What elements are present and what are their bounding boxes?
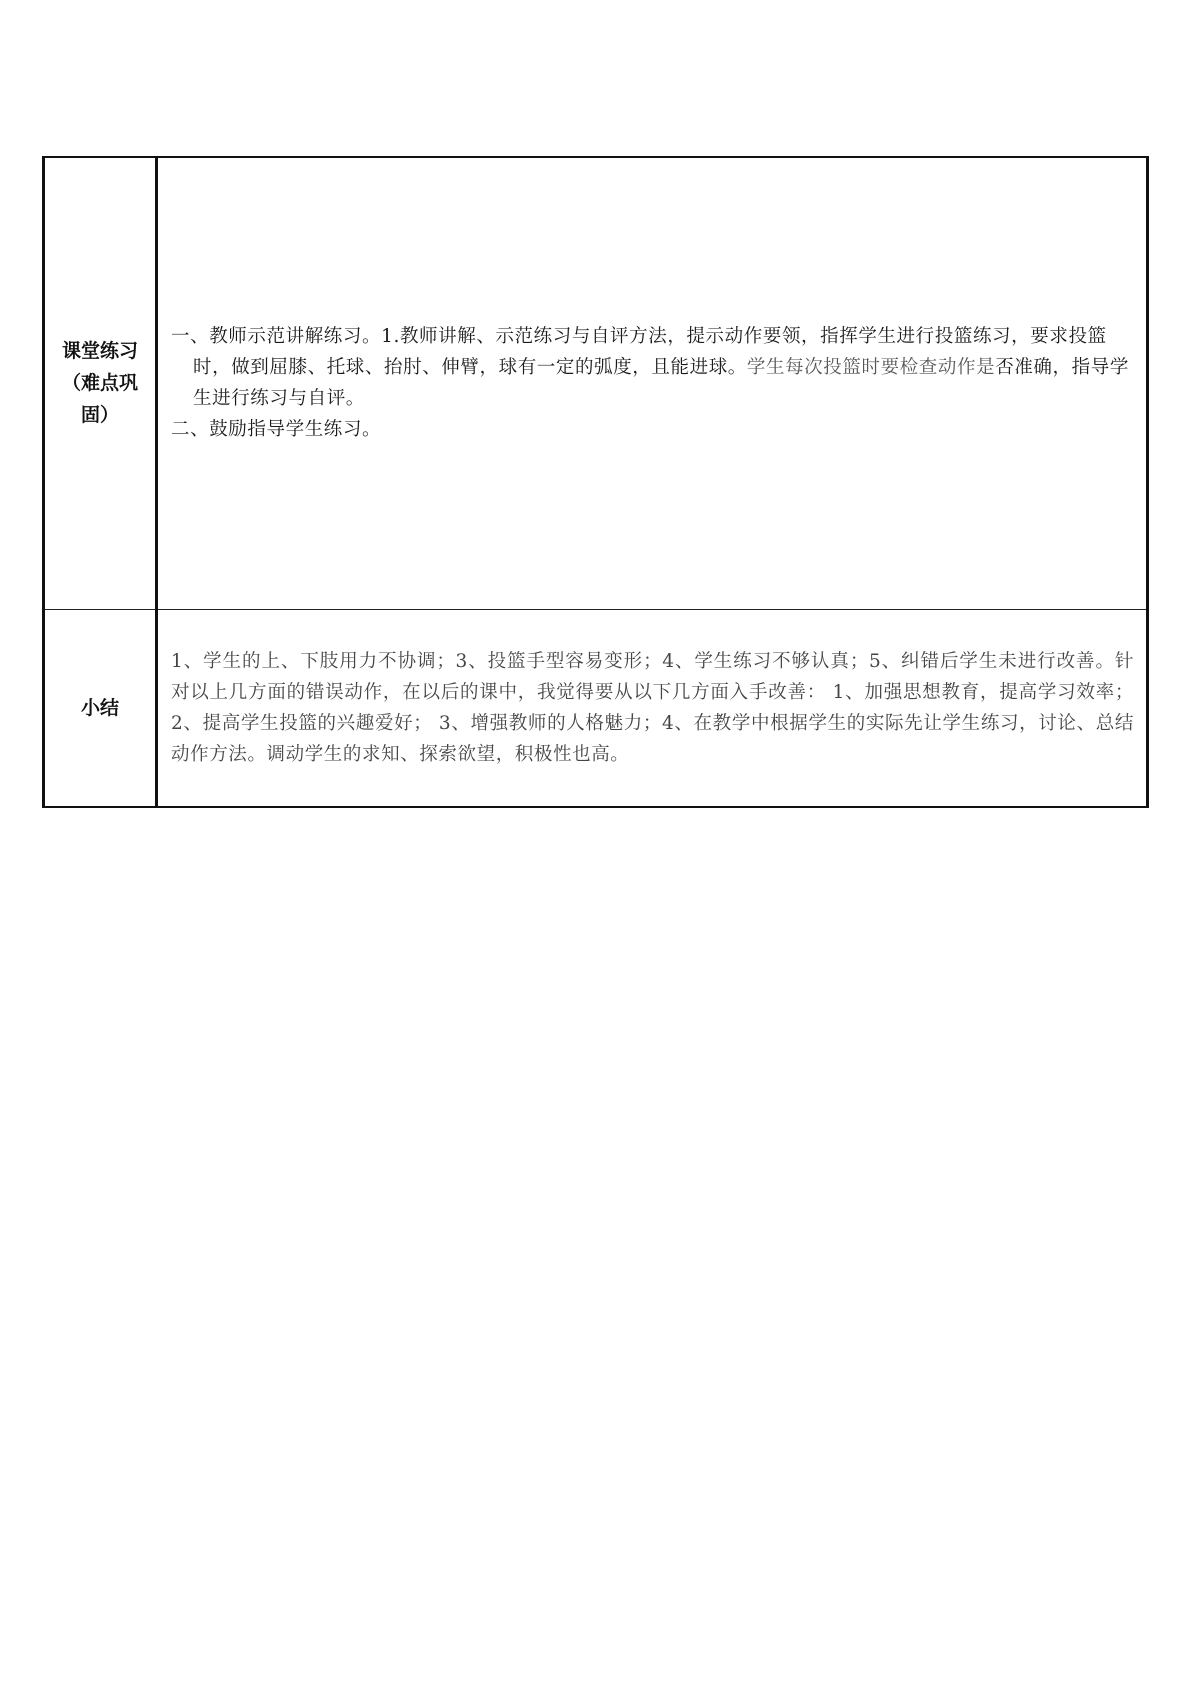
practice-item-1-tail: 否准确，指导学生进行练习与自评。 <box>193 357 1129 410</box>
practice-item-1-muted: 学生每次投篮时要检查动作是 <box>746 357 996 379</box>
practice-item-1-main: 一、教师示范讲解练习。1.教师讲解、示范练习与自评方法，提示动作要领，指挥学生进行投篮练习，要求投篮时，做到屈膝、托球、抬肘、伸臂，球有一定的弧度，且能进球。 <box>171 326 1107 379</box>
practice-item-2: 二、鼓励指导学生练习。 <box>171 419 382 441</box>
summary-label-cell <box>44 609 157 807</box>
summary-label: 小结 <box>80 696 119 719</box>
practice-label-cell <box>44 157 157 609</box>
summary-row <box>44 609 1148 807</box>
lesson-plan-table <box>42 156 1149 808</box>
summary-content-cell <box>157 609 1148 807</box>
practice-row <box>44 157 1148 609</box>
practice-label: 课堂练习（难点巩固） <box>61 340 138 427</box>
practice-item-1 <box>171 321 1134 414</box>
practice-content-cell <box>157 157 1148 609</box>
summary-text: 1、学生的上、下肢用力不协调；3、投篮手型容易变形；4、学生练习不够认真；5、纠错后学生未进行改善。针对以上几方面的错误动作，在以后的课中，我觉得要从以下几方面入手改善： 1、加强思想教育，提高学习效率；2、提高学生投篮的兴趣爱好； 3、增强教师的人格魅力；4、在教学中根据学生的实际先让学生练习，讨论、总结动作方法。调动学生的求知、探索欲望，积极性也高。 <box>171 650 1134 765</box>
